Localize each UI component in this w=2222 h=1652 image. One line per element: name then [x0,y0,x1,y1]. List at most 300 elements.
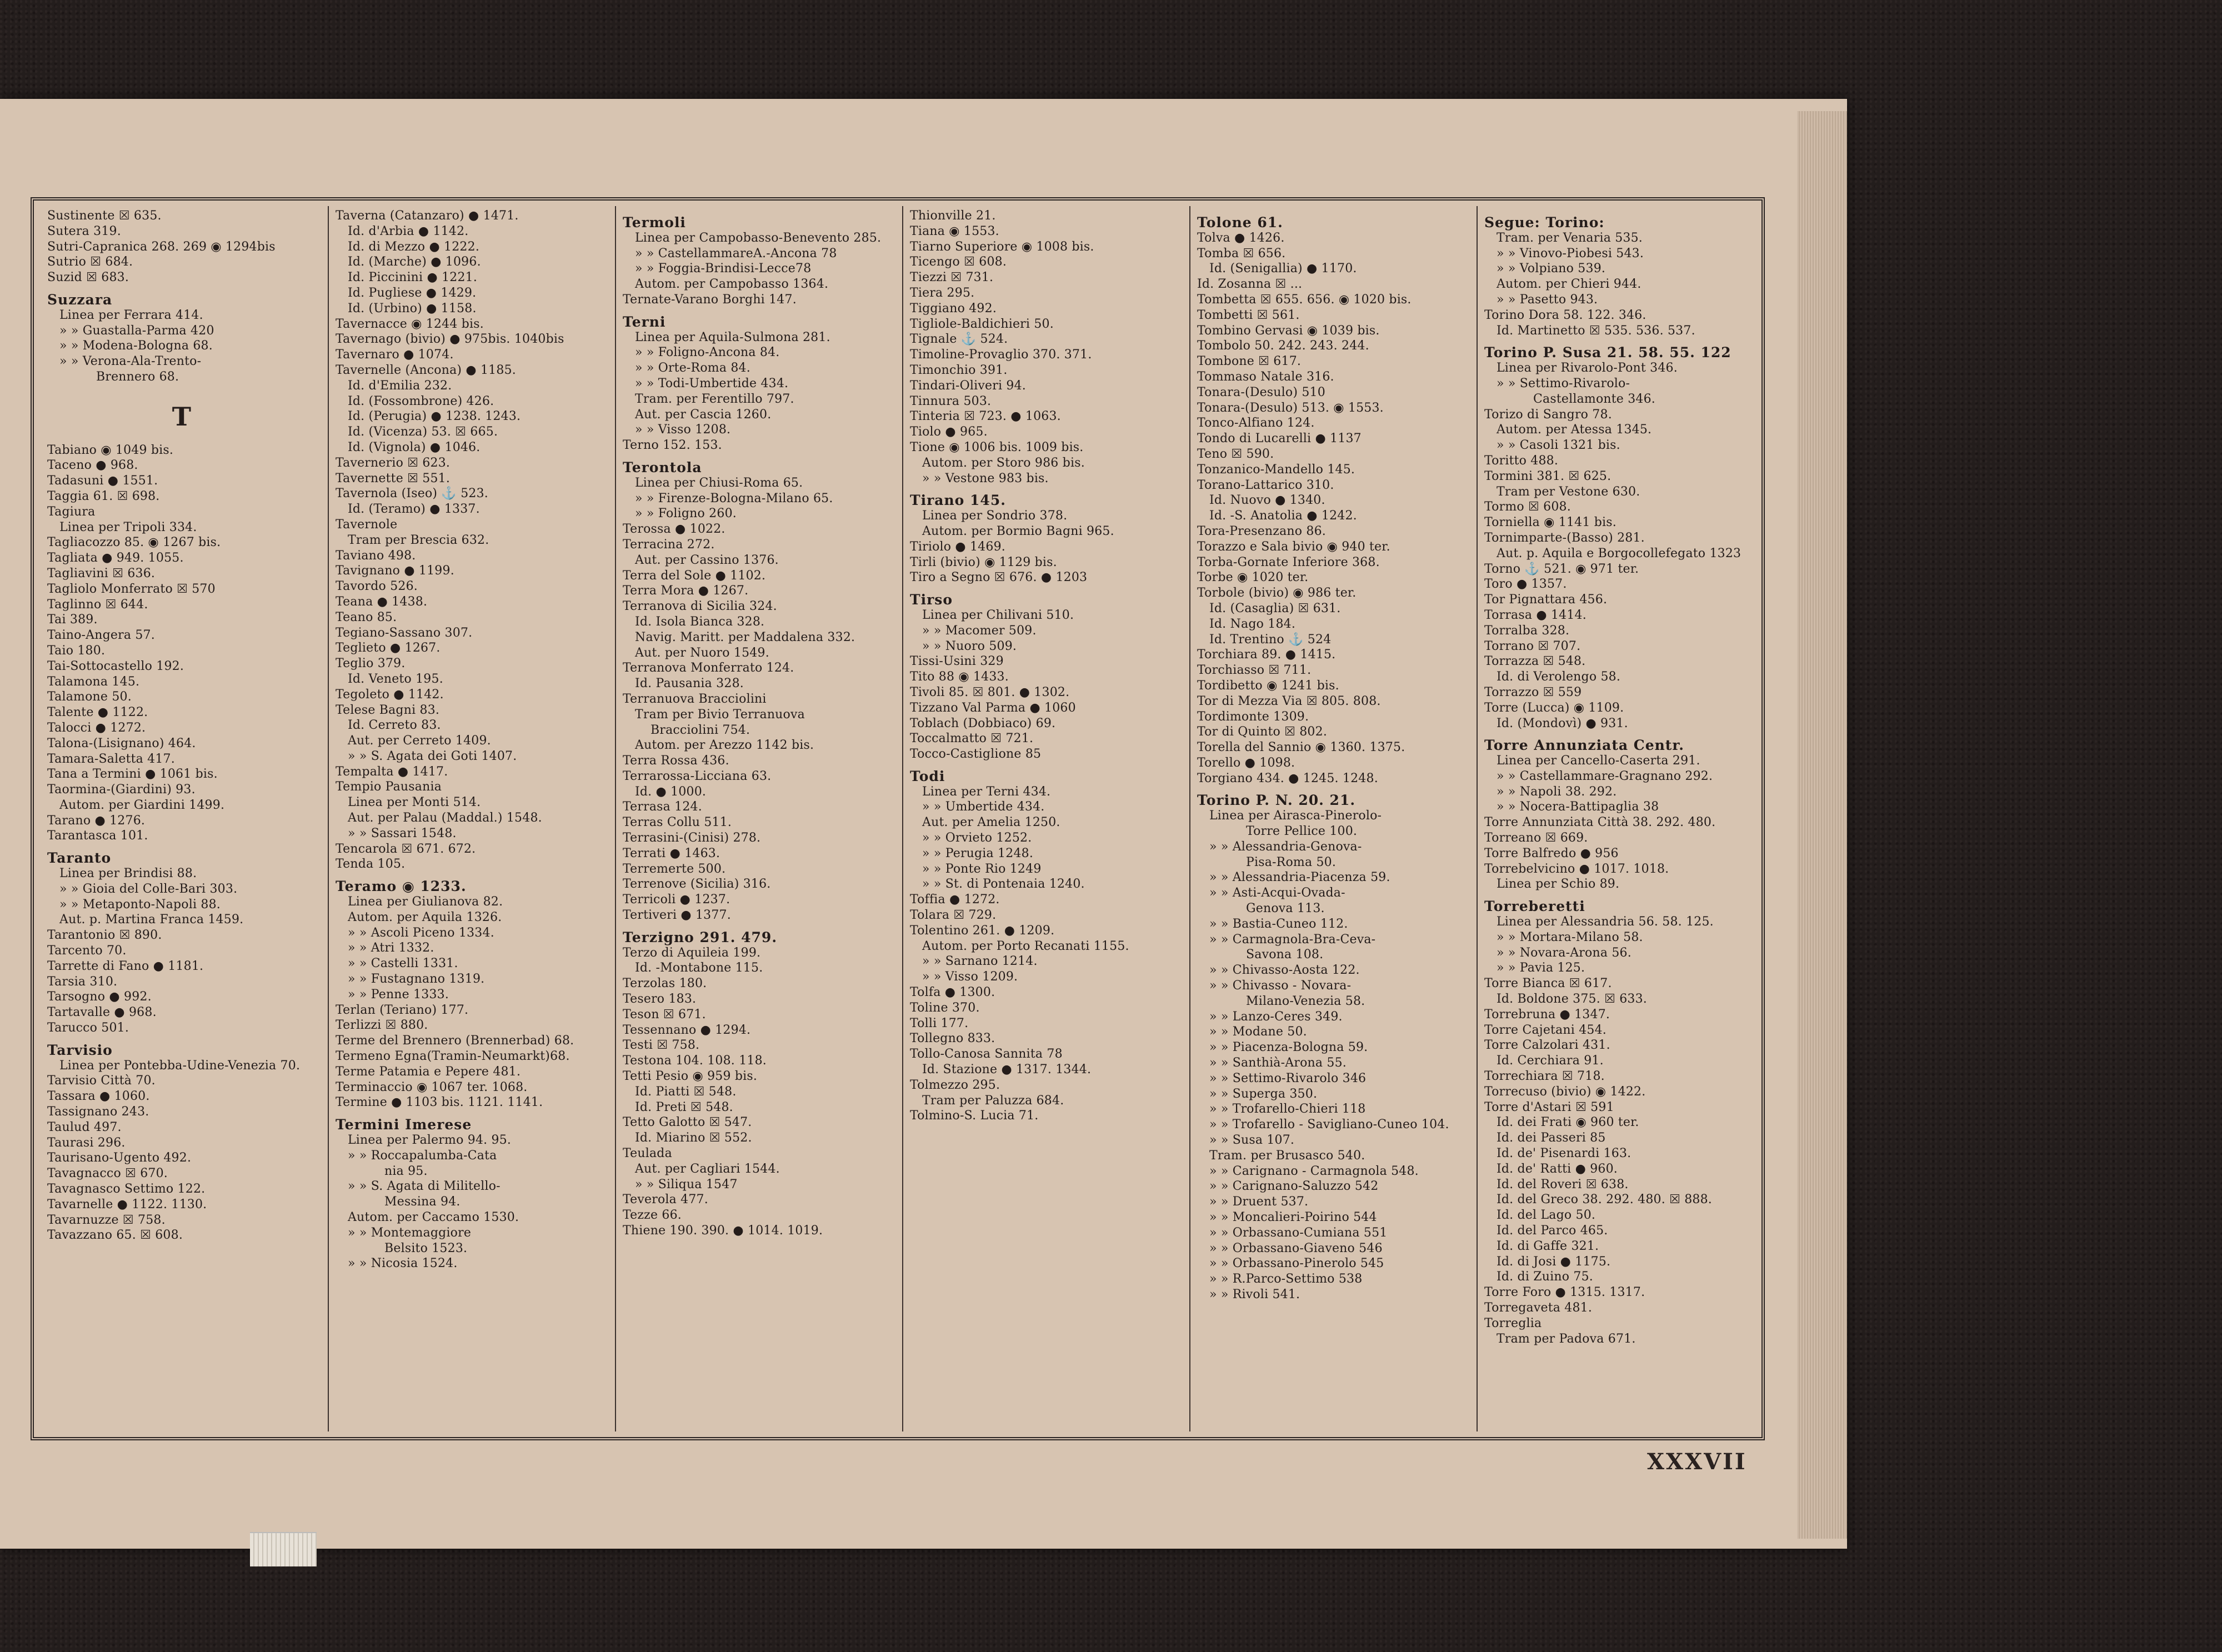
index-heading: Torre Annunziata Centr. [1484,737,1684,754]
index-entry: Taio 180. [47,643,106,658]
index-entry: Tram per Paluzza 684. [922,1093,1064,1108]
index-entry: Tartavalle ● 968. [47,1005,157,1020]
index-entry: Genova 113. [1246,902,1325,916]
index-entry: Torino Dora 58. 122. 346. [1484,308,1647,322]
index-entry: Tavignano ● 1199. [336,564,454,578]
index-entry: Terlan (Teriano) 177. [336,1003,469,1017]
index-heading: Taranto [47,850,112,867]
index-entry: Linea per Schio 89. [1497,877,1620,892]
index-entry: Termeno Egna(Tramin-Neumarkt)68. [336,1049,570,1064]
index-entry: » » Mortara-Milano 58. [1497,930,1643,944]
index-entry: Tinnura 503. [910,394,992,408]
index-entry: » » Castellammare-Gragnano 292. [1497,769,1713,783]
index-entry: Tirli (bivio) ◉ 1129 bis. [910,555,1057,569]
index-entry: Tiriolo ● 1469. [910,539,1005,554]
index-entry: Timoline-Provaglio 370. 371. [910,348,1092,362]
index-entry: Autom. per Giardini 1499. [59,798,225,812]
index-entry: Taglinno ☒ 644. [47,597,148,612]
index-entry: Torre d'Astari ☒ 591 [1484,1100,1614,1114]
index-entry: Tagiura [47,504,96,519]
index-entry: Tarantonio ☒ 890. [47,928,162,943]
index-entry: » » Pavia 125. [1497,961,1585,975]
index-entry: » » Carignano-Saluzzo 542 [1209,1179,1379,1194]
index-entry: Talocci ● 1272. [47,720,146,735]
index-entry: Id. (Vignola) ● 1046. [348,440,481,454]
index-entry: Tiggiano 492. [910,301,997,316]
index-entry: » » Orbassano-Cumiana 551 [1209,1225,1388,1240]
index-entry: Torrano ☒ 707. [1484,639,1581,653]
index-entry: Id. Piccinini ● 1221. [348,271,478,285]
index-entry: Tolfa ● 1300. [910,985,995,1000]
index-entry: Torralba 328. [1484,623,1570,638]
index-entry: Tavernole [336,517,398,532]
index-entry: Tindari-Oliveri 94. [910,378,1026,393]
index-entry: Autom. per Arezzo 1142 bis. [635,738,814,753]
index-entry: Id. Martinetto ☒ 535. 536. 537. [1497,323,1695,338]
index-entry: Tor di Mezza Via ☒ 805. 808. [1197,694,1381,708]
index-entry: Id. Nuovo ● 1340. [1209,493,1325,508]
index-entry: Taurasi 296. [47,1135,126,1150]
index-entry: Id. -S. Anatolia ● 1242. [1209,509,1357,523]
index-entry: Taviano 498. [336,548,416,563]
index-entry: Id. Nago 184. [1209,617,1296,631]
index-entry: Terrarossa-Licciana 63. [623,769,772,783]
index-entry: Id. (Vicenza) 53. ☒ 665. [348,425,498,439]
index-entry: Linea per Rivarolo-Pont 346. [1497,361,1678,376]
index-entry: » » Carignano - Carmagnola 548. [1209,1164,1419,1178]
index-entry: Torrazza ☒ 548. [1484,654,1586,669]
index-entry: Torre Bianca ☒ 617. [1484,977,1612,991]
index-entry: Tiarno Superiore ◉ 1008 bis. [910,239,1094,254]
index-entry: Tolmezzo 295. [910,1078,1000,1092]
index-entry: Terminaccio ◉ 1067 ter. 1068. [336,1080,528,1094]
index-heading: Terontola [623,459,702,475]
index-entry: » » Atri 1332. [348,941,434,955]
index-entry: Tavernago (bivio) ● 975bis. 1040bis [336,332,564,347]
index-entry: » » Alessandria-Piacenza 59. [1209,870,1390,885]
index-entry: Tito 88 ◉ 1433. [910,670,1009,684]
index-entry: Tiolo ● 965. [910,425,988,439]
index-entry: Tizzano Val Parma ● 1060 [910,700,1076,715]
index-entry: Id. di Verolengo 58. [1497,670,1621,684]
index-entry: Torre Pellice 100. [1246,824,1358,839]
index-entry: Tione ◉ 1006 bis. 1009 bis. [910,440,1084,454]
index-entry: Tonco-Alfiano 124. [1197,416,1315,430]
index-entry: Autom. per Porto Recanati 1155. [922,939,1129,953]
index-entry: Tondo di Lucarelli ● 1137 [1197,432,1362,446]
index-entry: Taverna (Catanzaro) ● 1471. [336,209,519,223]
index-entry: Autom. per Storo 986 bis. [922,455,1085,470]
index-entry: Tarsia 310. [47,974,118,989]
index-entry: » » Chivasso - Novara- [1209,979,1352,993]
index-entry: » » Gioia del Colle-Bari 303. [59,882,238,896]
index-frame [31,197,1765,1440]
index-entry: » » Vinovo-Piobesi 543. [1497,246,1644,261]
index-entry: Id. Pausania 328. [635,677,744,691]
page-number: XXXVII [1647,1449,1747,1475]
index-entry: Bracciolini 754. [650,723,750,737]
index-entry: Id. (Teramo) ● 1337. [348,502,480,517]
index-entry: » » Todi-Umbertide 434. [635,376,789,391]
index-entry: Torella del Sannio ◉ 1360. 1375. [1197,740,1405,755]
index-entry: Tetti Pesio ◉ 959 bis. [623,1069,758,1084]
index-entry: Tagliacozzo 85. ◉ 1267 bis. [47,535,221,550]
index-entry: Tamara-Saletta 417. [47,752,175,766]
index-entry: » » Rivoli 541. [1209,1287,1300,1301]
index-entry: » » Orvieto 1252. [922,831,1032,845]
index-entry: Tombino Gervasi ◉ 1039 bis. [1197,323,1380,338]
index-entry: Linea per Tripoli 334. [59,520,197,534]
index-entry: » » Metaponto-Napoli 88. [59,897,221,912]
index-entry: » » Novara-Arona 56. [1497,945,1632,960]
index-entry: Tombone ☒ 617. [1197,354,1302,369]
index-entry: Terranova di Sicilia 324. [623,599,777,614]
index-entry: Id. di Mezzo ● 1222. [348,239,480,254]
index-entry: Testona 104. 108. 118. [623,1054,767,1068]
index-entry: Aut. per Cerreto 1409. [348,734,491,748]
index-entry: » » Orte-Roma 84. [635,361,750,376]
index-entry: Autom. per Atessa 1345. [1497,423,1652,437]
index-entry: Tarcento 70. [47,944,127,958]
index-entry: Tai 389. [47,613,98,627]
index-entry: Tiezzi ☒ 731. [910,271,994,285]
index-entry: Tolva ● 1426. [1197,231,1285,245]
index-entry: » » Foligno 260. [635,507,737,521]
index-entry: Talamone 50. [47,690,132,704]
index-entry: Terrasa 124. [623,800,702,814]
index-entry: Linea per Cancello-Caserta 291. [1497,754,1700,768]
index-entry: Id. Isola Bianca 328. [635,614,765,629]
index-entry: Terzo di Aquileia 199. [623,945,761,960]
index-entry: Tavazzano 65. ☒ 608. [47,1228,183,1243]
index-entry: Terranova Monferrato 124. [623,661,794,675]
index-entry: Id. Pugliese ● 1429. [348,286,477,300]
index-entry: » » Susa 107. [1209,1133,1295,1148]
index-entry: » » Alessandria-Genova- [1209,839,1362,854]
index-entry: Tencarola ☒ 671. 672. [336,842,476,856]
index-entry: Tram per Padova 671. [1497,1331,1636,1346]
index-entry: Tollegno 833. [910,1032,995,1046]
index-entry: Linea per Monti 514. [348,795,481,810]
index-column-3 [615,206,897,1431]
index-entry: » » Settimo-Rivarolo- [1497,376,1630,391]
index-entry: » » Sassari 1548. [348,826,457,840]
index-entry: Id. Trentino ⚓ 524 [1209,632,1332,647]
index-entry: Tai-Sottocastello 192. [47,659,184,673]
index-entry: Id. (Marche) ● 1096. [348,255,481,269]
index-entry: Tormini 381. ☒ 625. [1484,469,1612,483]
index-entry: Id. Zosanna ☒ ... [1197,277,1303,292]
index-entry: Tarano ● 1276. [47,813,146,828]
index-entry: Torrasa ● 1414. [1484,608,1587,622]
index-entry: Id. dei Frati ◉ 960 ter. [1497,1115,1639,1130]
index-entry: Tiro a Segno ☒ 676. ● 1203 [910,570,1088,585]
index-entry: Teano 85. [336,610,397,624]
index-entry: Toccalmatto ☒ 721. [910,732,1034,746]
index-entry: Terme del Brennero (Brennerbad) 68. [336,1034,574,1048]
index-column-5 [1189,206,1472,1431]
index-entry: Tavernola (Iseo) ⚓ 523. [336,487,488,501]
index-entry: Timonchio 391. [910,363,1008,377]
index-entry: Aut. p. Martina Franca 1459. [59,913,244,927]
index-heading: Termini Imerese [336,1117,472,1133]
index-entry: Belsito 1523. [384,1241,468,1255]
index-entry: Autom. per Aquila 1326. [348,910,502,924]
index-entry: » » Umbertide 434. [922,800,1045,814]
index-entry: Tavarnelle ● 1122. 1130. [47,1197,207,1212]
index-entry: » » Napoli 38. 292. [1497,784,1617,799]
index-entry: Tivoli 85. ☒ 801. ● 1302. [910,685,1070,699]
index-entry: Tarvisio Città 70. [47,1074,156,1088]
index-entry: Aut. per Cassino 1376. [635,553,779,567]
index-entry: Navig. Maritt. per Maddalena 332. [635,630,855,644]
index-entry: Tombetta ☒ 655. 656. ◉ 1020 bis. [1197,292,1412,307]
index-entry: Id. Miarino ☒ 552. [635,1131,752,1145]
index-entry: Id. di Gaffe 321. [1497,1239,1599,1253]
index-entry: Id. Stazione ● 1317. 1344. [922,1063,1092,1077]
index-entry: » » Modane 50. [1209,1025,1307,1039]
index-entry: Id. del Lago 50. [1497,1208,1596,1223]
index-entry: Tordimonte 1309. [1197,709,1309,724]
index-entry: Torre Annunziata Città 38. 292. 480. [1484,815,1716,830]
index-entry: Tollo-Canosa Sannita 78 [910,1047,1063,1062]
index-entry: » » Foligno-Ancona 84. [635,346,780,360]
index-entry: Taggia 61. ☒ 698. [47,489,160,503]
index-entry: Tempalta ● 1417. [336,764,448,779]
index-entry: » » Ascoli Piceno 1334. [348,925,494,940]
index-entry: Linea per Chiusi-Roma 65. [635,475,803,490]
index-entry: » » Castelli 1331. [348,957,458,971]
index-entry: Id. (Urbino) ● 1158. [348,301,477,316]
index-entry: Tenda 105. [336,857,406,872]
index-entry: Tassignano 243. [47,1105,149,1119]
index-entry: Teglio 379. [336,657,406,671]
index-entry: Linea per Chilivani 510. [922,608,1074,622]
index-heading: Tirso [910,592,953,608]
index-entry: Id. d'Arbia ● 1142. [348,224,469,238]
index-entry: Brennero 68. [96,369,179,384]
index-entry: Toro ● 1357. [1484,577,1567,592]
index-entry: Aut. p. Aquila e Borgocollefegato 1323 [1497,546,1741,560]
index-entry: » » Santhià-Arona 55. [1209,1056,1347,1070]
index-entry: Terossa ● 1022. [623,522,725,537]
index-entry: Linea per Alessandria 56. 58. 125. [1497,915,1714,929]
index-entry: Id. de' Ratti ● 960. [1497,1162,1618,1176]
index-entry: Tavernaro ● 1074. [336,348,454,362]
index-entry: Ticengo ☒ 608. [910,255,1007,269]
index-entry: Tegoleto ● 1142. [336,687,444,702]
index-entry: Tor di Quinto ☒ 802. [1197,725,1328,739]
index-entry: Torrecuso (bivio) ◉ 1422. [1484,1084,1646,1099]
index-entry: » » Orbassano-Giaveno 546 [1209,1241,1383,1255]
index-entry: Tabiano ◉ 1049 bis. [47,443,174,457]
index-entry: Id. (Mondovì) ● 931. [1497,716,1628,730]
index-entry: Talona-(Lisignano) 464. [47,736,196,750]
index-entry: Tora-Presenzano 86. [1197,524,1326,538]
index-entry: Pisa-Roma 50. [1246,855,1337,869]
index-entry: Linea per Terni 434. [922,784,1051,799]
index-entry: Terranuova Bracciolini [623,692,767,706]
index-entry: » » Modena-Bologna 68. [59,339,213,353]
index-entry: Linea per Brindisi 88. [59,867,197,881]
index-entry: Tonara-(Desulo) 513. ◉ 1553. [1197,401,1384,415]
index-entry: Testi ☒ 758. [623,1038,700,1053]
index-entry: Tram. per Brusasco 540. [1209,1148,1365,1163]
index-entry: Talente ● 1122. [47,705,148,720]
index-entry: Aut. per Palau (Maddal.) 1548. [348,811,542,825]
index-entry: Tiera 295. [910,286,975,300]
index-entry: Sustinente ☒ 635. [47,209,162,223]
index-entry: Tigliole-Baldichieri 50. [910,317,1054,331]
page-stack-edge [1797,111,1847,1539]
index-entry: Torno ⚓ 521. ◉ 971 ter. [1484,562,1639,576]
index-entry: Tavagnacco ☒ 670. [47,1167,168,1181]
index-entry: » » Trofarello - Savigliano-Cuneo 104. [1209,1118,1449,1132]
index-entry: » » Ponte Rio 1249 [922,862,1042,876]
index-entry: Tiana ◉ 1553. [910,224,999,238]
index-entry: Tavordo 526. [336,579,418,594]
index-entry: Torazzo e Sala bivio ◉ 940 ter. [1197,539,1390,554]
index-entry: Milano-Venezia 58. [1246,994,1365,1008]
index-heading: Torino P. N. 20. 21. [1197,792,1356,809]
index-entry: Aut. per Cagliari 1544. [635,1162,780,1176]
index-entry: Terrasini-(Cinisi) 278. [623,831,761,845]
index-entry: Ternate-Varano Borghi 147. [623,292,797,307]
index-entry: Torgiano 434. ● 1245. 1248. [1197,771,1378,785]
index-entry: » » Fustagnano 1319. [348,972,485,987]
index-entry: Torbe ◉ 1020 ter. [1197,570,1309,585]
index-tab [250,1532,317,1566]
index-entry: Id. Veneto 195. [348,672,443,686]
index-heading: Terni [623,313,666,330]
index-entry: Toblach (Dobbiaco) 69. [910,716,1056,730]
index-heading: Torreberetti [1484,898,1585,915]
index-entry: Torreglia [1484,1316,1542,1330]
index-entry: Taceno ● 968. [47,458,138,473]
index-entry: Tagliolo Monferrato ☒ 570 [47,582,216,596]
index-entry: Tana a Termini ● 1061 bis. [47,767,218,782]
index-entry: » » Orbassano-Pinerolo 545 [1209,1256,1384,1271]
index-entry: Linea per Pontebba-Udine-Venezia 70. [59,1058,301,1073]
index-entry: » » Nocera-Battipaglia 38 [1497,800,1659,814]
index-heading: Tolone 61. [1197,214,1283,231]
index-entry: Tegiano-Sassano 307. [336,625,473,640]
index-entry: Torrechiara ☒ 718. [1484,1069,1605,1084]
index-heading: Suzzara [47,291,113,308]
index-columns [41,206,1755,1431]
index-entry: Messina 94. [384,1195,461,1209]
index-entry: Teverola 477. [623,1193,708,1207]
index-entry: Thionville 21. [910,209,996,223]
index-entry: Id. Piatti ☒ 548. [635,1084,737,1099]
index-entry: Id. Preti ☒ 548. [635,1100,733,1114]
index-column-6 [1477,206,1759,1431]
index-entry: nia 95. [384,1164,428,1178]
index-entry: Tavernette ☒ 551. [336,471,451,485]
index-entry: Id. de' Pisenardi 163. [1497,1147,1632,1161]
index-entry: » » Asti-Acqui-Ovada- [1209,886,1345,900]
index-entry: » » CastellammareA.-Ancona 78 [635,246,837,261]
index-entry: Id. -Montabone 115. [635,961,763,975]
index-entry: Tessennano ● 1294. [623,1023,751,1037]
index-heading: Tarvisio [47,1042,113,1058]
index-entry: Savona 108. [1246,948,1324,962]
index-entry: Tarrette di Fano ● 1181. [47,959,204,973]
index-entry: Autom. per Campobasso 1364. [635,277,829,292]
index-entry: Id. (Casaglia) ☒ 631. [1209,601,1341,615]
index-entry: Tolentino 261. ● 1209. [910,923,1055,938]
index-entry: Autom. per Chieri 944. [1497,277,1642,292]
index-entry: » » Druent 537. [1209,1195,1309,1209]
index-entry: Tonzanico-Mandello 145. [1197,462,1355,477]
index-entry: Tornimparte-(Basso) 281. [1484,530,1645,545]
index-entry: Toffia ● 1272. [910,893,1000,907]
index-entry: Torano-Lattarico 310. [1197,478,1334,492]
index-entry: Tavernerio ☒ 623. [336,455,451,470]
index-entry: Tarantasca 101. [47,829,148,843]
index-entry: Taino-Angera 57. [47,628,155,643]
index-entry: Tolmino-S. Lucia 71. [910,1109,1039,1123]
index-entry: Tomba ☒ 656. [1197,246,1286,261]
index-entry: » » S. Agata dei Goti 1407. [348,749,517,763]
index-heading: Segue: Torino: [1484,214,1605,231]
section-letter: T [172,401,192,432]
index-column-1 [41,206,323,1431]
index-entry: » » Verona-Ala-Trento- [59,354,202,369]
index-entry: Torizo di Sangro 78. [1484,407,1612,422]
index-entry: Id. del Parco 465. [1497,1224,1608,1238]
index-entry: » » Piacenza-Bologna 59. [1209,1040,1368,1055]
index-entry: Tissi-Usini 329 [910,654,1004,669]
index-entry: » » Perugia 1248. [922,846,1034,860]
index-entry: » » Trofarello-Chieri 118 [1209,1102,1366,1117]
index-entry: Tormo ☒ 608. [1484,500,1571,514]
index-entry: Tolara ☒ 729. [910,908,997,923]
index-entry: Tignale ⚓ 524. [910,332,1008,347]
index-entry: Tetto Galotto ☒ 547. [623,1115,752,1130]
index-entry: » » Penne 1333. [348,987,449,1002]
index-entry: » » Visso 1208. [635,423,731,437]
index-entry: Tocco-Castiglione 85 [910,747,1042,762]
index-entry: » » Guastalla-Parma 420 [59,323,214,338]
index-entry: Taurisano-Ugento 492. [47,1151,192,1165]
index-entry: Tram per Vestone 630. [1497,484,1640,499]
index-entry: Terra Rossa 436. [623,754,729,768]
index-entry: Terme Patamia e Pepere 481. [336,1064,521,1079]
index-entry: » » Foggia-Brindisi-Lecce78 [635,262,812,276]
index-entry: Id. d'Emilia 232. [348,378,452,393]
index-entry: Tonara-(Desulo) 510 [1197,385,1325,399]
index-entry: Id. (Perugia) ● 1238. 1243. [348,409,521,424]
index-entry: Teson ☒ 671. [623,1007,706,1022]
index-entry: Tagliavini ☒ 636. [47,566,156,580]
index-entry: Tassara ● 1060. [47,1089,150,1104]
index-entry: Id. (Fossombrone) 426. [348,394,494,408]
index-entry: Linea per Sondrio 378. [922,509,1068,523]
index-entry: Castellamonte 346. [1533,392,1656,406]
index-entry: Tommaso Natale 316. [1197,369,1334,384]
index-heading: Torino P. Susa 21. 58. 55. 122 [1484,344,1731,361]
index-entry: » » Pasetto 943. [1497,292,1598,307]
index-entry: » » Montemaggiore [348,1225,472,1240]
index-entry: Tavernelle (Ancona) ● 1185. [336,363,516,377]
index-entry: Aut. per Nuoro 1549. [635,645,769,660]
index-entry: Torrebruna ● 1347. [1484,1007,1610,1022]
index-entry: Id. Cerreto 83. [348,718,441,733]
index-entry: Torchiasso ☒ 711. [1197,663,1312,678]
index-entry: Taulud 497. [47,1120,122,1134]
index-entry: » » Settimo-Rivarolo 346 [1209,1071,1367,1085]
